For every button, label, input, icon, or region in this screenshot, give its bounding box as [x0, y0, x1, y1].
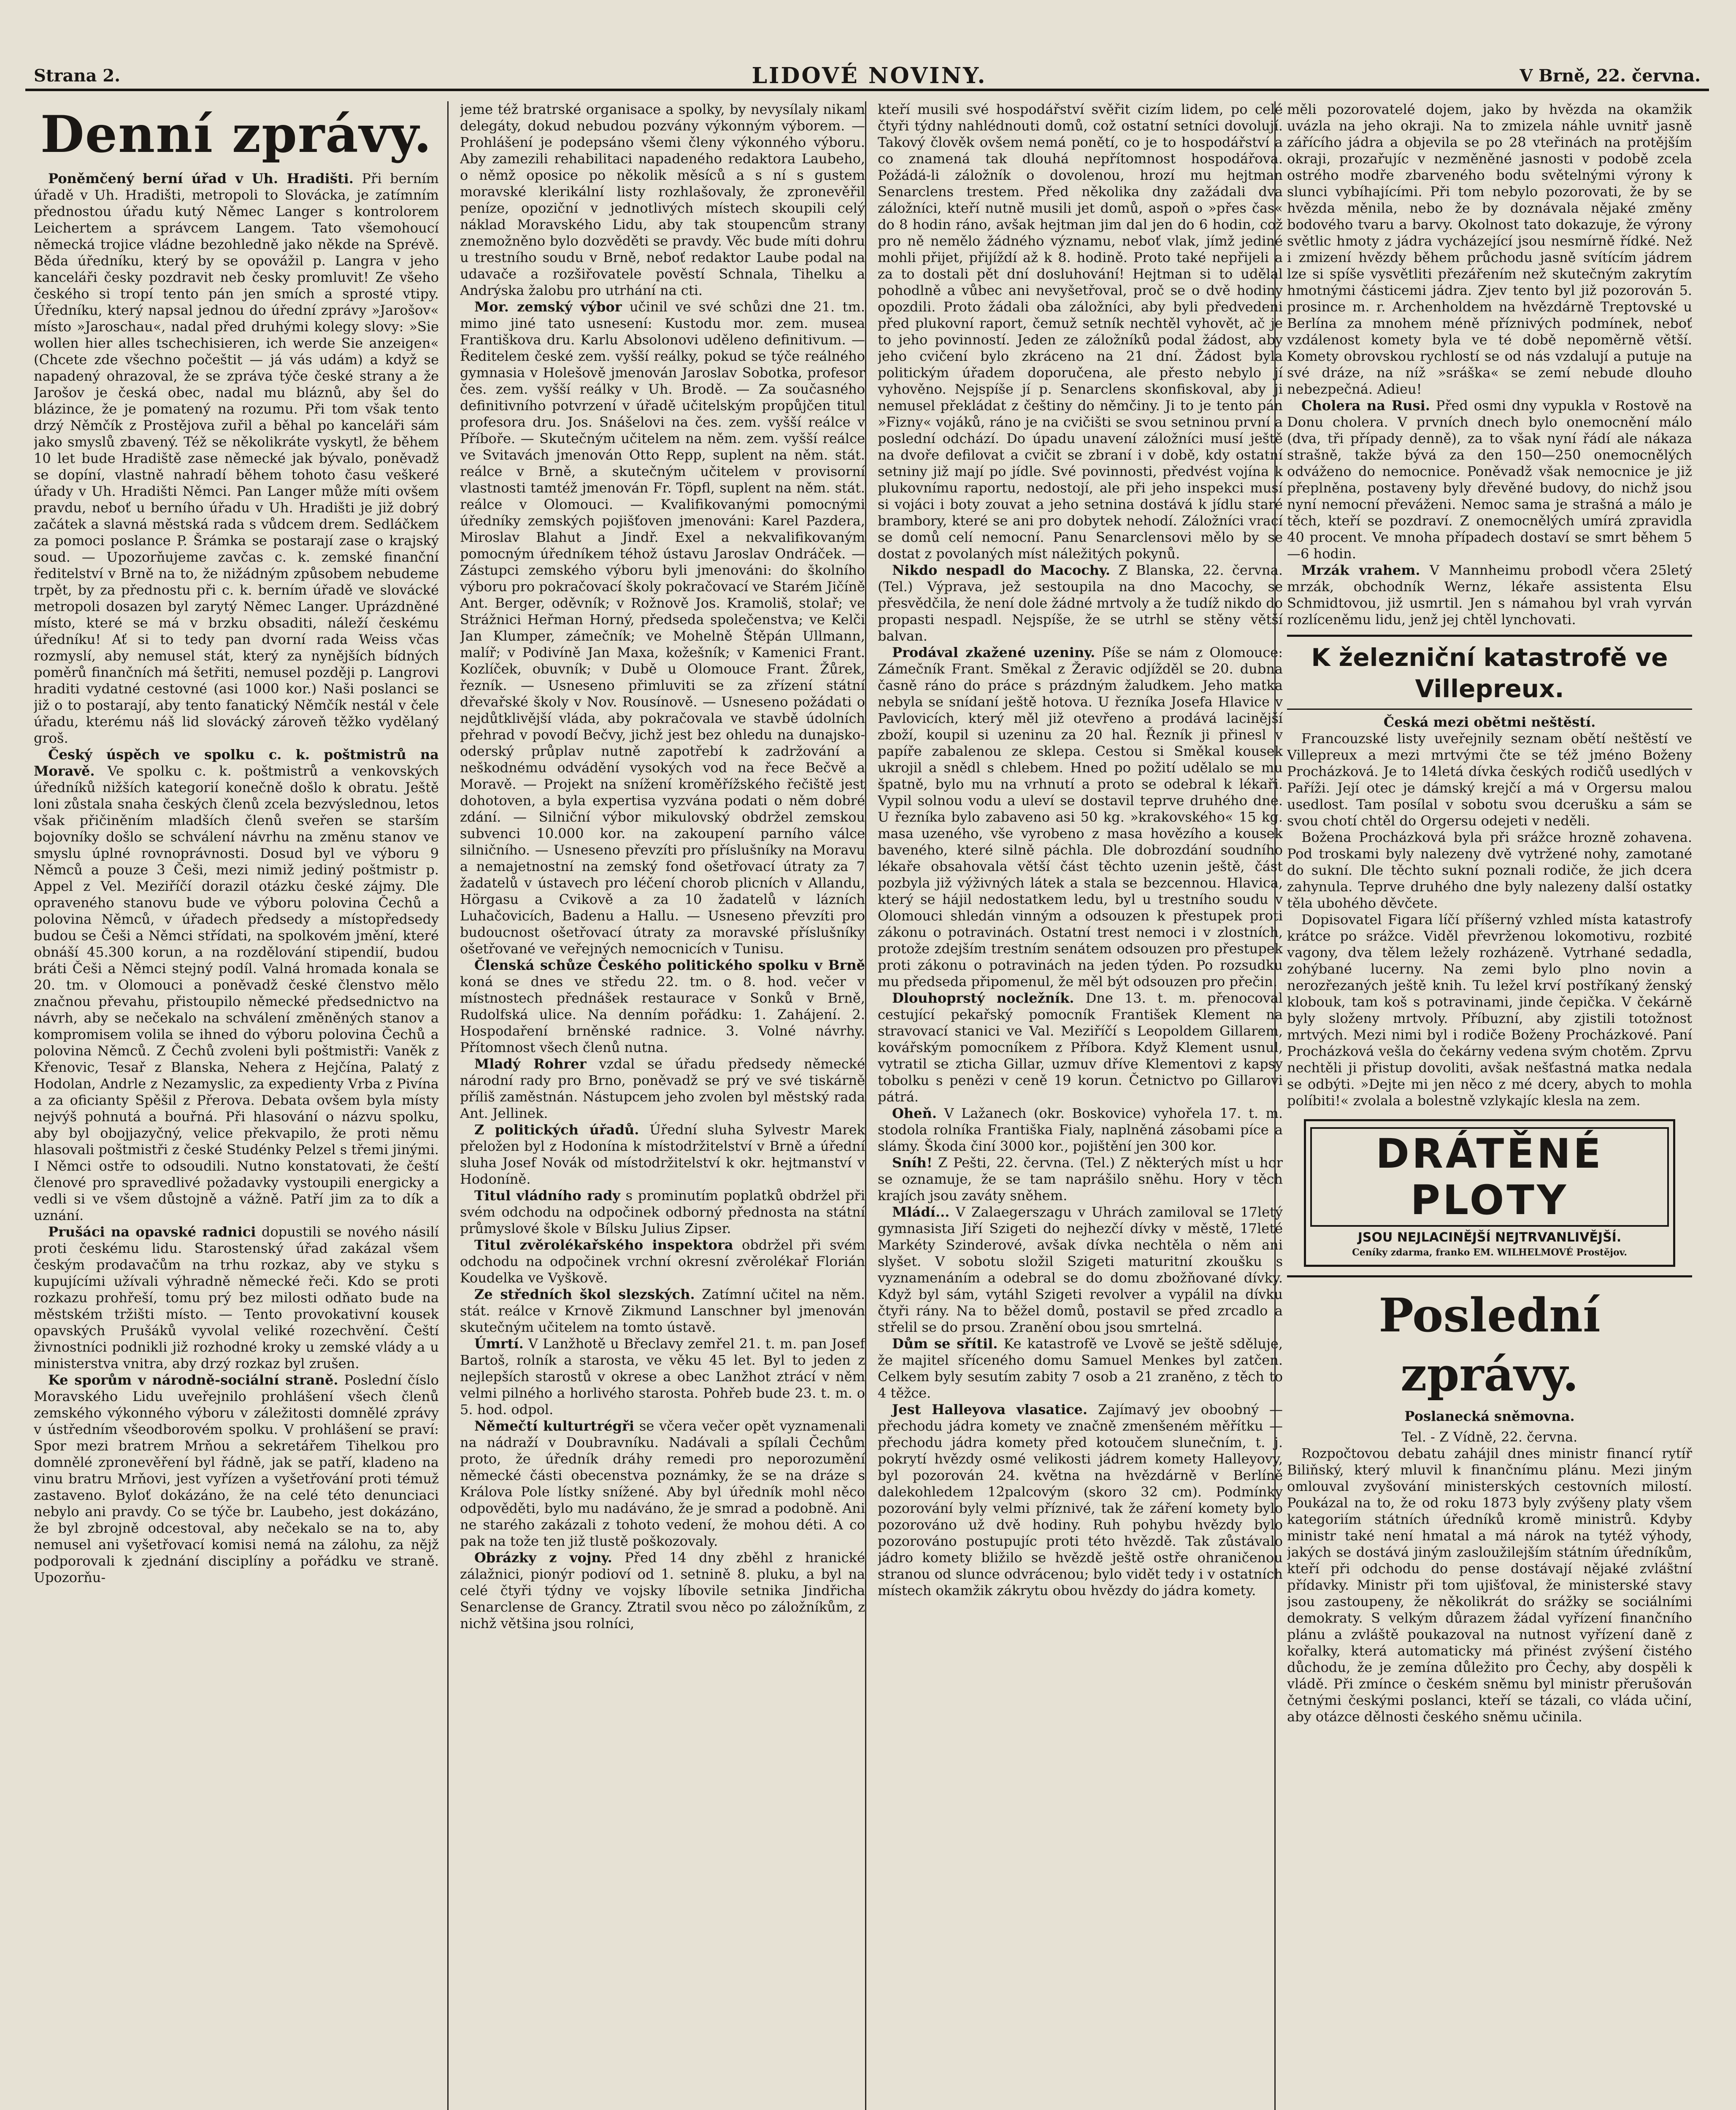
article-continued: [1287, 101, 1692, 398]
article-body: Před osmi dny vypukla v Rostově na Donu cholera. V prvních dnech bylo onemocnění málo (dva, tři případy denně), za to však nyní řádí ale nákaza strašně, takže bývá za den 150—250 onemocnělých odváženo do nemocnice. Poněvadž však nemocnice je již přeplněna, postaveny byly dřevěné budovy, do nichž jsou nyní nemocní převáženi. Nemoc sama je strašná a málo je těch, kteří se pozdraví. Z onemocnělých umírá zpravidla 40 procent. Ve mnoha případech dostaví se smrt během 5—6 hodin.: [1287, 398, 1692, 562]
article: [878, 1336, 1283, 1401]
article: [460, 1336, 865, 1418]
article-title: Sníh!: [892, 1155, 933, 1171]
advertisement: [1304, 1119, 1675, 1267]
article-title: Prodával zkažené uzeniny.: [892, 644, 1095, 660]
article: [460, 1418, 865, 1550]
ad-contact: Ceníky zdarma, franko EM. WILHELMOVÉ Prostějov.: [1352, 1247, 1627, 1258]
article-body: měli pozorovatelé dojem, jako by hvězda na okamžik uvázla na jeho okraji. Na to zmizela náhle uvnitř jasně zářícího jádra a objevila se po 28 vteřinách na protějším okraji, prozařujíc v nezměněné jasnosti v podobě zcela ostrého modře zbarveného bodu světelnými výrony k slunci vybíhajícími. Při tom nebylo pozorovati, že by se hvězda měnila, nebo že by doznávala nějaké změny bodového tvaru a barvy. Okolnost tato dokazuje, že výrony světlic hmoty z jádra vycházející jsou nesmírně řídké. Než i zmizení hvězdy během průchodu jasně svítícím jádrem lze si spíše vysvětliti přezářením než skutečným zakrytím hmotnými částicemi jádra. Zjev tento byl již pozorován 5. prosince m. r. Archenholdem na hvězdárně Treptovské u Berlína za mnohem méně příznivých podmínek, neboť vzdálenost komety byla ve té době nepoměrně větší. Komety obrovskou rychlostí se od nás vzdalují a putuje na své dráze, na níž »sráška« se zemí nebude dlouho nebezpečná. Adieu!: [1287, 101, 1692, 397]
article-title: Ze středních škol slezských.: [474, 1286, 695, 1302]
page-header: [25, 63, 1709, 91]
article-body: Z Blanska, 22. června. (Tel.) Výprava, jež sestoupila na dno Macochy, se přesvědčila, že není dole žádné mrtvoly a že tudíž nikdo do propasti nespadl. Nejspíše, že se utrhl se stěny větší balvan.: [878, 562, 1283, 644]
article-body: Zajímavý jev oboobný — přechodu jádra komety ve značně zmenšeném měřítku — přechodu jádra komety před kotoučem slunečním, t. j. pokrytí hvězdy osmé velikosti jádrem komety Halleyovy, byl pozorován 24. května na hvězdárně v Berlíně dalekohledem 12palcovým (skoro 32 cm). Podmínky pozorování byly velmi příznivé, tak že záření komety bylo pozorováno už dvě hodiny. Ruh pohybu hvězdy bylo pozorováno postupujíc proti této hvězdě. Tak zůstávalo jádro komety bližilo se hvězdě ještě ostře ohraničenou stranou od slunce odvrácenou; bylo vidět tedy i v ostatních místech okamžik zákrytu obou hvězdy do jádra komety.: [878, 1401, 1283, 1599]
article-title: Titul vládního rady: [474, 1188, 620, 1204]
article-body: Rozpočtovou debatu zahájil dnes ministr financí rytíř Biliňský, který mluvil k finančnímu plánu. Mezi jiným omlouval zvyšování ministerských cestovních milostí. Poukázal na to, že od roku 1873 byly zvýšeny platy všem kategoriím státních úředníků kromě ministrů. Kdyby ministr také není hmatal a má nárok na tytéž výhody, jakých se dostává jiným zasloužilejším státním úředníkům, kteří při odchodu do pense dostávají nějaké zvláštní přídavky. Ministr při tom ujišťoval, že ministerské stavy jsou zastoupeny, že několikrát do srážky se sociálními demokraty. S velkým důrazem žádal vyřízení finančního plánu a zvláště poukazoval na nutnost vyřízení daně z kořalky, která automaticky má přinést zvýšení čistého důchodu, že je zemína důležito pro Čechy, aby dospěli k vládě. Při zmínce o českém sněmu byl ministr přerušován četnými českými poslanci, kteří se tázali, co vláda učiní, aby otázce dělnosti českého sněmu učinila.: [1287, 1445, 1692, 1725]
section-title: K železniční katastrofě ve Villepreux.: [1287, 635, 1692, 710]
column-rule: [865, 101, 866, 2110]
column-1: [34, 101, 439, 2110]
column-rule: [447, 101, 449, 2110]
article: [460, 299, 865, 957]
article-body: jeme též bratrské organisace a spolky, by nevysílaly nikam delegáty, dokud nebudou pozvány výkonným výborem. — Prohlášení je podepsáno všemi členy výkonného výboru. Aby zamezili rehabilitaci napadeného redaktora Laubeho, o němž oposice po několik měsíců a s ní s gustem moravské klerikální listy rozhlašovaly, že zpronevěřil peníze, opoziční v jednotlivých místech skoupili celý náklad Moravského Lidu, aby tak stoupencům strany znemožněno bylo dozvěděti se pravdy. Věc bude míti dohru u trestního soudu v Brně, neboť redaktor Laube podal na udavače a rozšiřovatele pověstí Schnala, Tihelku a Andrýska žalobu pro utrhání na cti.: [460, 101, 865, 298]
article-body: dopustili se nového násilí proti českému lidu. Starostenský úřad zakázal všem českým prodavačům na trhu rozkaz, aby ve styku s kupujícími užívali výhradně německé řeči. Kdo se proti rozkazu prohřeší, tomu prý bez milosti odňato bude na městském tržišti místo. — Tento provokativní kousek opavských Prušáků vyvolal veliké rozechvění. Čeští živnostníci podnikli již rozhodné kroky u zemské vlády a u ministerstva vnitra, aby drzý rozkaz byl zrušen.: [34, 1224, 439, 1372]
article-title: Členská schůze Českého politického spolku v Brně: [474, 957, 865, 973]
column-3: [878, 101, 1283, 2110]
article: [878, 990, 1283, 1105]
article-continued: [460, 101, 865, 299]
dateline: Tel. - Z Vídně, 22. června.: [1401, 1429, 1578, 1445]
article-body: Píše se nám z Olomouce: Zámečník Frant. Směkal z Žeravic odjížděl se 20. dubna časně ráno do práce s prázdným žaludkem. Jeho matka nebyla se snídaní ještě hotova. U řezníka Josefa Hlavice v Pavlovicích, který měl již otevřeno a prodává lacinější zboží, koupil si uzeninu za 20 hal. Řezník ji přinesl v papíře zabalenou ze sklepa. Cestou si Směkal kousek ukrojil a snědl s chlebem. Hned po požití udělalo se mu špatně, bylo mu na vrhnutí a proto se odebral k lékaři. Vypil solnou vodu a uleví se dostavil teprve druhého dne. U řezníka bylo zabaveno asi 50 kg. »krakovského« 15 kg. masa uzeného, vše vyrobeno z masa hovězího a kousek baveného, které silně páchla. Dle dobrozdání soudního lékaře obsahovala větší část těchto uzenin ještě, část pozbyla již výživných látek a stala se bezcennou. Hlavica, který se hájil nedostatkem ledu, byl u trestního soudu v Olomouci shledán vinným a odsouzen k přestupek proti zákonu o potravinách. Ostatní trest nemoci i v zlostních, protože zdejším trestním senátem odsouzen pro přestupek proti zákonu o potravinách na jeden týden. Po rozsudku mu předseda připomenul, že měl být odsouzen pro přečin.: [878, 644, 1283, 990]
article: [460, 1056, 865, 1122]
article-continued: [878, 101, 1283, 562]
ad-slogan: JSOU NEJLACINĚJŠÍ NEJTRVANLIVĚJŠÍ.: [1357, 1230, 1622, 1245]
ad-title: DRÁTĚNÉ PLOTY: [1310, 1127, 1669, 1227]
article-title: Úmrtí.: [474, 1336, 524, 1352]
section-subtitle: Česká mezi obětmi neštěstí.: [1383, 714, 1596, 730]
article: [460, 1188, 865, 1237]
article-body: koná se dnes ve středu 22. tm. o 8. hod. večer v místnostech přednášek restaurace v Sonků v Brně, Rudolfská ulice. Na denním pořádku: 1. Zahájení. 2. Hospodaření brněnské radnice. 3. Volné návrhy. Přítomnost všech členů nutna.: [460, 974, 865, 1055]
article-body: vzdal se úřadu předsedy německé národní rady pro Brno, poněvadž se prý ve své tiskárně příliš zaměstnán. Nástupcem jeho zvolen byl městský rada Ant. Jellinek.: [460, 1056, 865, 1121]
article-title: Nikdo nespadl do Macochy.: [892, 562, 1110, 578]
article: [34, 170, 439, 747]
article-body: V Mannheimu probodl včera 25letý mrzák, obchodník Wernz, lékaře assistenta Elsu Schmidtovou, již usmrtil. Jen s námahou byl vrah vyrván rozlíceněmu lidu, jenž jej chtěl lynchovati.: [1287, 562, 1692, 628]
page-number: Strana 2.: [34, 66, 121, 86]
article-title: Prušáci na opavské radnici: [48, 1224, 256, 1240]
article-title: Mládí...: [892, 1204, 950, 1220]
article-body: Z Pešti, 22. června. (Tel.) Z některých míst u hor se oznamuje, že se tam naprášilo sněhu. Hory v těch krajích jsou zaváty sněhem.: [878, 1155, 1283, 1204]
article-title: Oheň.: [892, 1105, 937, 1121]
article-body: Božena Procházková byla při srážce hrozně zohavena. Pod troskami byly nalezeny dvě vytržené nohy, zamotané do sukní. Dle těchto sukní poznali rodiče, že jich dcera zahynula. Teprve druhého dne byly nalezeny další ostatky těla ubohého děvčete.: [1287, 829, 1692, 911]
article-title: Obrázky z vojny.: [474, 1550, 612, 1566]
article-body: V Lažanech (okr. Boskovice) vyhořela 17. t. m. stodola rolníka Františka Fialy, naplněná zásobami píce a slámy. Škoda činí 3000 kor., pojištění jen 300 kor.: [878, 1105, 1283, 1154]
article: [460, 957, 865, 1056]
article-body: Francouzské listy uveřejnily seznam obětí neštěstí ve Villepreux a mezi mrtvými čte se též jméno Boženy Procházková. Je to 14letá dívka českých rodičů usedlých v Paříži. Její otec je dámský krejčí a má v Orgersu malou usedlost. Tam posílal v sobotu svou dcerušku a sám se svou chotí chtěl do Orgersu odejeti v neděli.: [1287, 730, 1692, 829]
article: [460, 1237, 865, 1286]
article-body: V Lanžhotě u Břeclavy zemřel 21. t. m. pan Josef Bartoš, rolník a starosta, ve věku 45 let. Byl to jeden z nejlepších starostů v okrese a obec Lanžhot ztrácí v něm velmi pilného a horlivého starosta. Pohřeb bude 23. t. m. o 5. hod. odpol.: [460, 1336, 865, 1417]
section-headline: Denní zprávy.: [40, 105, 433, 164]
article-title: Mor. zemský výbor: [474, 299, 622, 315]
article-title: Dům se sřítil.: [892, 1336, 998, 1352]
article: [34, 1372, 439, 1586]
article-title: Poněmčený berní úřad v Uh. Hradišti.: [48, 170, 354, 187]
article: [878, 1401, 1283, 1599]
article: [1287, 398, 1692, 562]
article-title: Titul zvěrolékařského inspektora: [474, 1237, 733, 1253]
column-4: [1287, 101, 1692, 2110]
article-body: kteří musili své hospodářství svěřit cizím lidem, po celé čtyři týdny nahlédnouti domů, což ostatní setníci dovolují. Takový člověk ovšem nemá ponětí, co je to hospodářství a co znamená tak dlouhá nepřítomnost hospodářova. Požádá-li záložník o dovolenou, hrozí mu hejtman Senarclens trestem. Před několika dny zažádali dva záložníci, kteří nutně musili jet domů, aspoň o »přes čas« do 8 hodin ráno, avšak hejtman jim dal jen do 6 hodin, což pro ně nemělo žádného významu, neboť vlak, jímž jediné mohli přijet, přijíždí až k 8. hodině. Proto také nepřijeli a za to dostali pět dní dosluhování! Hejtman si to udělal pohodlně a vůbec ani nevyšetřoval, proč se o dvě hodiny opozdili. Proto žádali oba záložníci, aby byli předvedeni před plukovní raport, čemuž setník nechtěl vyhovět, ač je to jeho povinností. Jeden ze záložníků podal žádost, aby jeho cvičení bylo zkráceno na 21 dní. Žádost byla politickým úřadem doporučena, ale přesto nebylo jí vyhověno. Nejspíše jí p. Senarclens skonfiskoval, aby ji nemusel překládat z češtiny do němčiny. Ji to je tento pán »Fizny« vojáků, ráno je na cvičišti se svou setninou první a poslední odchází. Do úpadu unavení záložníci musí ještě na dvoře defilovat a cvičit se zbraní i v době, kdy ostatní setniny již mají po jídle. Své povinnosti, předvést vojína k plukovnímu raportu, nedostojí, ale při jeho inspekci musí si vojáci i boty zouvat a jeho setnina dostává k jídlu staré brambory, které se ani pro dobytek nehodí. Záložníci vrací se domů celí nemocní. Panu Senarclensovi mělo by se dostat z povolaných míst náležitých pokynů.: [878, 101, 1283, 562]
column-2: [460, 101, 865, 2110]
article-body: Při berním úřadě v Uh. Hradišti, metropoli to Slovácka, je zatímním přednostou úřadu kutý Němec Langer s kontrolorem Leichertem a správcem Langem. Tato všemohoucí německá trojice vládne bezohledně jako někde na Sprévě. Běda úředníku, který by se opovážil p. Langra v jeho kanceláři česky pozdravit neb česky promluvit! Ze všeho českého si tropí tento pán jen smích a sprosté vtipy. Úředníku, který napsal jednou do úřední zprávy »Jarošov« místo »Jaroschau«, nadal před druhými kolegy slovy: »Sie wollen hier alles tschechisieren, ich werde Sie anzeigen« (Chcete zde všechno počeštit — já vás udám) a když se napadený ohrazoval, že se zpráva týče české strany a že Jarošov je česká obec, nadal mu bláznů, aby šel do blázince, že je pomatený na rozumu. Při tom však tento drzý Němčík z Prostějova zuřil a běhal po kanceláři sám jako smyslů zbavený. Též se několikráte vyskytl, že během 10 let bude Hradiště zase německé jak bývalo, poněvadž se dopíní, vlastně nahradí během tohoto času veškeré úřady v Uh. Hradišti Němci. Pan Langer může míti ovšem pravdu, neboť u berního úřadu v Uh. Hradišti je již dobrý začátek a slavná městská rada s vůdcem drem. Sedláčkem za pomoci poslance P. Šrámka se postarají zase o krajský soud. — Upozorňujeme zavčas c. k. zemské finanční ředitelství v Brně na to, že nižádným způsobem nebudeme trpět, by za přednostu při c. k. berním úřadě ve slovácké metropoli dosazen byl zarytý Němec Langer. Uprázdněné místo, které se má v brzku obsaditi, náleží českému úředníku! Ať si to tedy pan dvorní rada Weiss včas rozmyslí, aby nemusel stát, který za nynějších bídných poměrů finančních má šetřiti, nemusel později p. Langrovi hraditi vydatné cestovné (asi 1000 kor.) Naši poslanci se již o to postarají, aby tento fanatický Němčík nestál v čele úřadu, kterému náš lid slovácký zároveň těžko vydělaný groš.: [34, 170, 439, 746]
article-title: Z politických úřadů.: [474, 1122, 639, 1138]
article: [1287, 562, 1692, 628]
article: [878, 562, 1283, 644]
article-body: Poslední číslo Moravského Lidu uveřejnilo prohlášení všech členů zemského výkonného výboru v záležitosti domnělé zprávy v ústředním všeodborovém spolku. V prohlášení se praví: Spor mezi bratrem Mrňou a sekretářem Tihelkou pro domnělé zpronevěření byl řádně, jak se patří, kladeno na vinu bratru Mrňovi, jest vyřízen a vyšetřování proti témuž zastaveno. Byloť dokázáno, že na celé této denunciaci nebylo ani pravdy. Co se týče br. Laubeho, jest dokázáno, že byl zbrojně odcestoval, aby nečekalo se na to, aby nemusel ani vyšetřovací komisi nemá na zálohu, za nějž podporovali k zjednání disciplíny a pořádku ve straně. Upozorňu-: [34, 1372, 439, 1585]
article-body: Úřední sluha Sylvestr Marek přeložen byl z Hodonína k místodržitelství v Brně a úřední sluha Josef Novák od místodržitelství k okr. hejtmanství v Hodoníně.: [460, 1122, 865, 1187]
latest-news-headline: Poslední zprávy.: [1287, 1275, 1692, 1404]
article-title: Český úspěch ve spolku c. k. poštmistrů na Moravě.: [34, 747, 439, 779]
article-title: Jest Halleyova vlasatice.: [892, 1401, 1088, 1417]
article: [878, 1155, 1283, 1204]
article: [460, 1550, 865, 1632]
issue-date: V Brně, 22. června.: [1520, 66, 1701, 86]
article-body: Zatímní učitel na něm. stát. reálce v Krnově Zikmund Lanschner byl jmenován skutečným učitelem na tomto ústavě.: [460, 1286, 865, 1335]
newspaper-title: LIDOVÉ NOVINY.: [752, 63, 987, 89]
article-body: Ve spolku c. k. poštmistrů a venkovských úředníků nižších kategorií konečně došlo k obratu. Ještě loni zůstala snaha českých členů zcela bezvýslednou, letos však přičiněním mladších členů sveřen se starším bojovníky došlo se schválení návrhu na změnu stanov ve smyslu úplné rovnoprávnosti. Dosud byl ve výboru 9 Němců a pouze 3 Češi, mezi nimiž jediný poštmistr p. Appel z Vel. Meziříčí dorazil otázku české zájmy. Dle opraveného stanovu bude ve výboru polovina Čechů a polovina Němců, v úřadech předsedy a místopředsedy budou se Češi a Němci střídati, na spolkovém jmění, které obnáší 45.300 korun, a na rozdělování stipendií, budou bráti Češi a Němci stejný podíl. Valná hromada konala se 20. tm. v Olomouci a poněvadž české členstvo mělo značnou převahu, přistoupilo německé předsednictvo na návrh, aby se nečekalo na schválení změněných stanov a kompromisem volila se ihned do výboru polovina Čechů a polovina Němců. Z Čechů zvoleni byli poštmistři: Vaněk z Křenovic, Tesař z Blanska, Nehera z Hejčína, Palatý z Hodolan, Andrle z Nezamyslic, za expedienty Vrba z Pivína a za oficianty Spěšil z Přerova. Debata ovšem byla místy nejvýš pohnutá a bouřná. Při hlasování o názvu spolku, aby byl obojjazyčný, velice překvapilo, že proti němu hlasovali poštmistři z české Studénky Pelzel s třemi jinými. I Němci ostře to odsoudili. Nutno konstatovati, že čeští členové pro spravedlivé požadavky vystoupili energicky a vedli si ve všem důstojně a vážně. Patří jim za to dík a uznání.: [34, 763, 439, 1223]
article-title: Němečtí kulturtrégři: [474, 1418, 635, 1434]
latest-news-subtitle: Poslanecká sněmovna.: [1404, 1408, 1575, 1424]
article-title: Dlouhoprstý nocležník.: [892, 990, 1074, 1006]
article-body: učinil ve své schůzi dne 21. tm. mimo jiné tato usnesení: Kustodu mor. zem. musea Františkova dru. Karlu Absolonovi uděleno definitivum. — Ředitelem české zem. vyšší reálky, pokud se týče reálného gymnasia v Holešově jmenován Jaroslav Sobotka, profesor čes. zem. vyšší reálky v Uh. Brodě. — Za současného definitivního potvrzení v úřadě učitelským propůjčen titul profesora dru. Jos. Snášelovi na čes. zem. vyšší reálce v Příboře. — Skutečným učitelem na něm. zem. vyšší reálce ve Svitavách jmenován Otto Repp, suplent na něm. stát. reálce v Brně, a skutečným učitelem v provisorní vlastnosti tamtéž jmenován Fr. Töpfl, suplent na něm. stát. reálce v Olomouci. — Kvalifikovanými pomocnými úředníky zemských pojišťoven jmenováni: Karel Pazdera, Miroslav Blahut a Jindř. Exel a nekvalifikovaným pomocným úředníkem téhož ústavu Jaroslav Ondráček. — Zástupci zemského výboru byli jmenováni: do školního výboru pro pokračovací školy pokračovací ve Starém Jičíně Ant. Berger, oděvník; v Rožnově Jos. Kramoliš, stolař; ve Strážnici Heřman Horný, předseda společenstva; ve Kelči Jan Klumper, zámečník; ve Mohelně Štěpán Ullmann, malíř; v Podivíně Jan Maxa, kožešník; v Kamenici Frant. Kozlíček, obuvník; v Dubě u Olomouce Frant. Žůrek, řezník. — Usneseno přimluviti se za zřízení státní dřevařské školy v Nov. Rousínově. — Usneseno požádati o nejdůtklivější vláda, aby pokračovala ve stavbě údolních přehrad v povodí Bečvy, jichž jest bez ohledu na dunajsko-oderský průplav nutně zapotřebí k zadržování a neškodnému odvádění vysokých vod na řece Bečvě a Moravě. — Projekt na snížení kroměřížského řečiště jest dohotoven, a byla expertisa vyzvána podati o něm dobré zdání. — Silniční výbor mikulovský obdržel zemskou subvenci 10.000 kor. na zakoupení parního válce silničního. — Usneseno převzíti pro příslušníky na Moravu a nemajetnostní na zemský fond ošetřovací útraty za 7 žadatelů v ústavech pro léčení chorob plicních v Allandu, Hörgasu a Cvikově a za 10 žadatelů v lázních Luhačovicích, Badenu a Hallu. — Usneseno převzíti pro budoucnost ošetřovací útraty za moravské příslušníky ošetřované ve veřejných nemocnicích v Tunisu.: [460, 299, 865, 957]
article-body: V Zalaegerszagu v Uhrách zamiloval se 17letý gymnasista Jiří Szigeti do nejhezčí dívky v městě, 17leté Markéty Szinderové, avšak dívka nechtěla o něm ani slyšet. V sobotu složil Szigeti maturitní zkoušku s vyznamenáním a odebral se do domu zbožňované dívky. Když byl sám, vytáhl Szigeti revolver a vypálil na dívku čtyři rány. Na to běžel domů, postavil se před zrcadlo a střelil se do prsou. Zranění obou jsou smrtelná.: [878, 1204, 1283, 1335]
article-title: Mrzák vrahem.: [1301, 562, 1420, 578]
article-body: Dopisovatel Figara líčí příšerný vzhled místa katastrofy krátce po srážce. Viděl převrženou lokomotivu, rozbité vagony, dva tělem ležely rozházeně. Vytrhané sedadla, zohýbané lucerny. Na zemi bylo plno novin a nerozřezaných ještě knih. Tu ležel krví postříkaný ženský klobouk, tam koš s potravinami, jinde čepička. V čekárně byly složeny mrtvoly. Příbuzní, aby zjistili totožnost mrtvých. Mezi nimi byl i rodiče Boženy Procházkové. Paní Procházková vešla do čekárny vedena svým chotěm. Zprvu nechtěli ji přistup dovoliti, avšak nešťastná matka nedala se odbýti. »Dejte mi jen něco z mé dcery, abych to mohla políbiti!« zvolala a bolestně vzlykajíc klesla na zem.: [1287, 912, 1692, 1109]
article-title: Ke sporům v národně-sociální straně.: [48, 1372, 338, 1388]
article-body: se včera večer opět vyznamenali na nádraží v Doubravníku. Nadávali a spílali Čechům proto, že úředník dráhy remedi pro neporozumění německé části obecenstva poznámky, že se na dráze s Králova Pole lístky snížené. Aby byl úředník mohl něco odpověděti, bylo mu nadáváno, že je smrad a podobně. Ani ne starého zakázali z tohoto vedení, že mohou déti. A co pak na tože ten již tlustě poškozovaly.: [460, 1418, 865, 1549]
article-title: Mladý Rohrer: [474, 1056, 587, 1072]
article: [460, 1286, 865, 1336]
article: [878, 1204, 1283, 1336]
article: [878, 1105, 1283, 1155]
article-body: obdržel při svém odchodu na odpočinek vrchní okresní zvěrolékař Florián Koudelka ve Vyškově.: [460, 1237, 865, 1286]
article-title: Cholera na Rusi.: [1301, 398, 1430, 414]
article-body: Ke katastrofě ve Lvově se ještě sděluje, že majitel sříceného domu Samuel Menkes byl zatčen. Celkem byly sesutím zabity 7 osob a 21 zraněno, z těch to 4 těžce.: [878, 1336, 1283, 1401]
article: [34, 1224, 439, 1372]
article-body: s prominutím poplatků obdržel při svém odchodu na odpočinek odborný přednosta na státní průmyslové škole v Bílsku Julius Zipser.: [460, 1188, 865, 1236]
article-body: Před 14 dny zběhl z hranické zálažnici, pionýr podioví od 1. setnině 8. pluku, a byl na celé čtyři týdny ve vojsky líbovile setnika Jindřicha Senarclense de Grancy. Ztratil svou něco po záložníkům, z nichž většina jsou rolníci,: [460, 1550, 865, 1631]
article: [34, 747, 439, 1224]
article-body: Dne 13. t. m. přenocoval cestující pekařský pomocník František Klement na stravovací stanici ve Val. Meziříčí s Leopoldem Gillarem, kovářským pomocníkem z Příbora. Když Klement usnul, vytratil se zticha Gillar, uzmuv dříve Klementovi z kapsy tobolku s penězi v ceně 19 korun. Četnictvo po Gillarovi pátrá.: [878, 990, 1283, 1105]
article: [878, 644, 1283, 990]
article: [460, 1122, 865, 1188]
